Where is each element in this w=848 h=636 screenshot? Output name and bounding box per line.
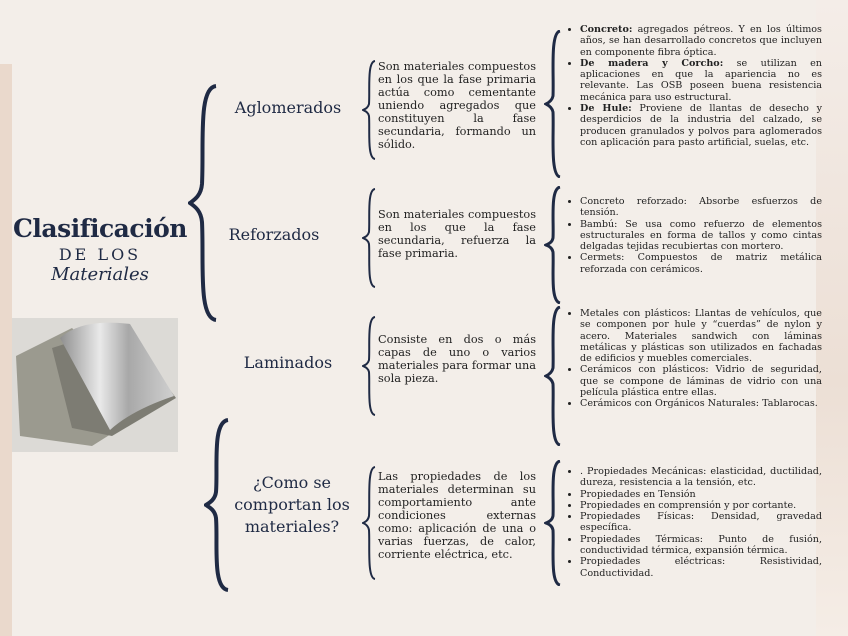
list-item: • Concreto: agregados pétreos. Y en los últimos años, se han desarrollado concretos que incluyen en componente fibra óptica. [580, 24, 822, 58]
category-aglomerados: Aglomerados [234, 98, 342, 117]
list-brace-icon [544, 186, 562, 304]
laminate-sheet-photo [12, 318, 178, 452]
desc-brace-icon [362, 60, 376, 160]
list-item: • De Hule: Proviene de llantas de desecho y desperdicios de la industria del calzado, se producen granulados y polvos para aglomerados con aplicación para pasto artificial, suelas, etc. [580, 103, 822, 148]
title-line-1: Clasificación [13, 214, 187, 243]
description-comportamiento: Las propiedades de los materiales determinan su comportamiento ante condiciones externas como: aplicación de una o varias fuerzas, de calor, corriente eléctrica, etc. [378, 470, 536, 561]
category-comportamiento: ¿Como se comportan los materiales? [234, 473, 350, 536]
list-item: • Cerámicos con Orgánicos Naturales: Tablarocas. [580, 398, 822, 409]
category-laminados: Laminados [243, 353, 333, 372]
list-item: • Propiedades eléctricas: Resistividad, Conductividad. [580, 556, 822, 579]
list-item: • Cerámicos con plásticos: Vidrio de seguridad, que se compone de láminas de vidrio con una película plástica entre ellas. [580, 364, 822, 398]
left-accent-strip [0, 64, 12, 636]
list-item: • De madera y Corcho: se utilizan en aplicaciones en que la apariencia no es relevante. Las OSB poseen buena resistencia mecánica para uso estructural. [580, 58, 822, 103]
title-line-3: Materiales [51, 264, 149, 285]
list-item: • Propiedades Físicas: Densidad, gravedad específica. [580, 511, 822, 534]
desc-brace-icon [362, 316, 376, 416]
list-item: • Propiedades en comprensión y por cortante. [580, 500, 822, 511]
title-line-2: DE LOS [58, 245, 142, 264]
description-laminados: Consiste en dos o más capas de uno o varios materiales para formar una sola pieza. [378, 333, 536, 385]
list-item: • Propiedades Térmicas: Punto de fusión, conductividad térmica, expansión térmica. [580, 534, 822, 557]
desc-brace-icon [362, 466, 376, 580]
list-brace-icon [544, 306, 562, 446]
items-laminados [569, 308, 822, 410]
list-brace-icon [544, 30, 562, 178]
description-aglomerados: Son materiales compuestos en los que la fase primaria actúa como cementante uniendo agregados que constituyen la fase secundaria, formando un sólido. [378, 60, 536, 151]
main-brace-icon [188, 84, 218, 322]
desc-brace-icon [362, 188, 376, 288]
main-title [12, 214, 188, 285]
list-item: • Cermets: Compuestos de matriz metálica reforzada con cerámicos. [580, 252, 822, 275]
list-item: • Bambú: Se usa como refuerzo de elementos estructurales en forma de tallos y como cintas delgadas tejidas recubiertas con mortero. [580, 219, 822, 253]
list-item: • Propiedades en Tensión [580, 489, 822, 500]
list-brace-icon [544, 460, 562, 586]
items-reforzados [569, 196, 822, 275]
items-comportamiento [569, 466, 822, 579]
list-item: • Concreto reforzado: Absorbe esfuerzos de tensión. [580, 196, 822, 219]
items-aglomerados [569, 24, 822, 148]
list-item: • . Propiedades Mecánicas: elasticidad, ductilidad, dureza, resistencia a la tensión, etc. [580, 466, 822, 489]
description-reforzados: Son materiales compuestos en los que la fase secundaria, refuerza la fase primaria. [378, 208, 536, 260]
category-reforzados: Reforzados [228, 225, 320, 244]
list-item: • Metales con plásticos: Llantas de vehículos, que se componen por hule y “cuerdas” de nylon y acero. Materiales sandwich con láminas metálicas y plásticas son utilizados en fachadas de edificios y muebles comerciales. [580, 308, 822, 364]
